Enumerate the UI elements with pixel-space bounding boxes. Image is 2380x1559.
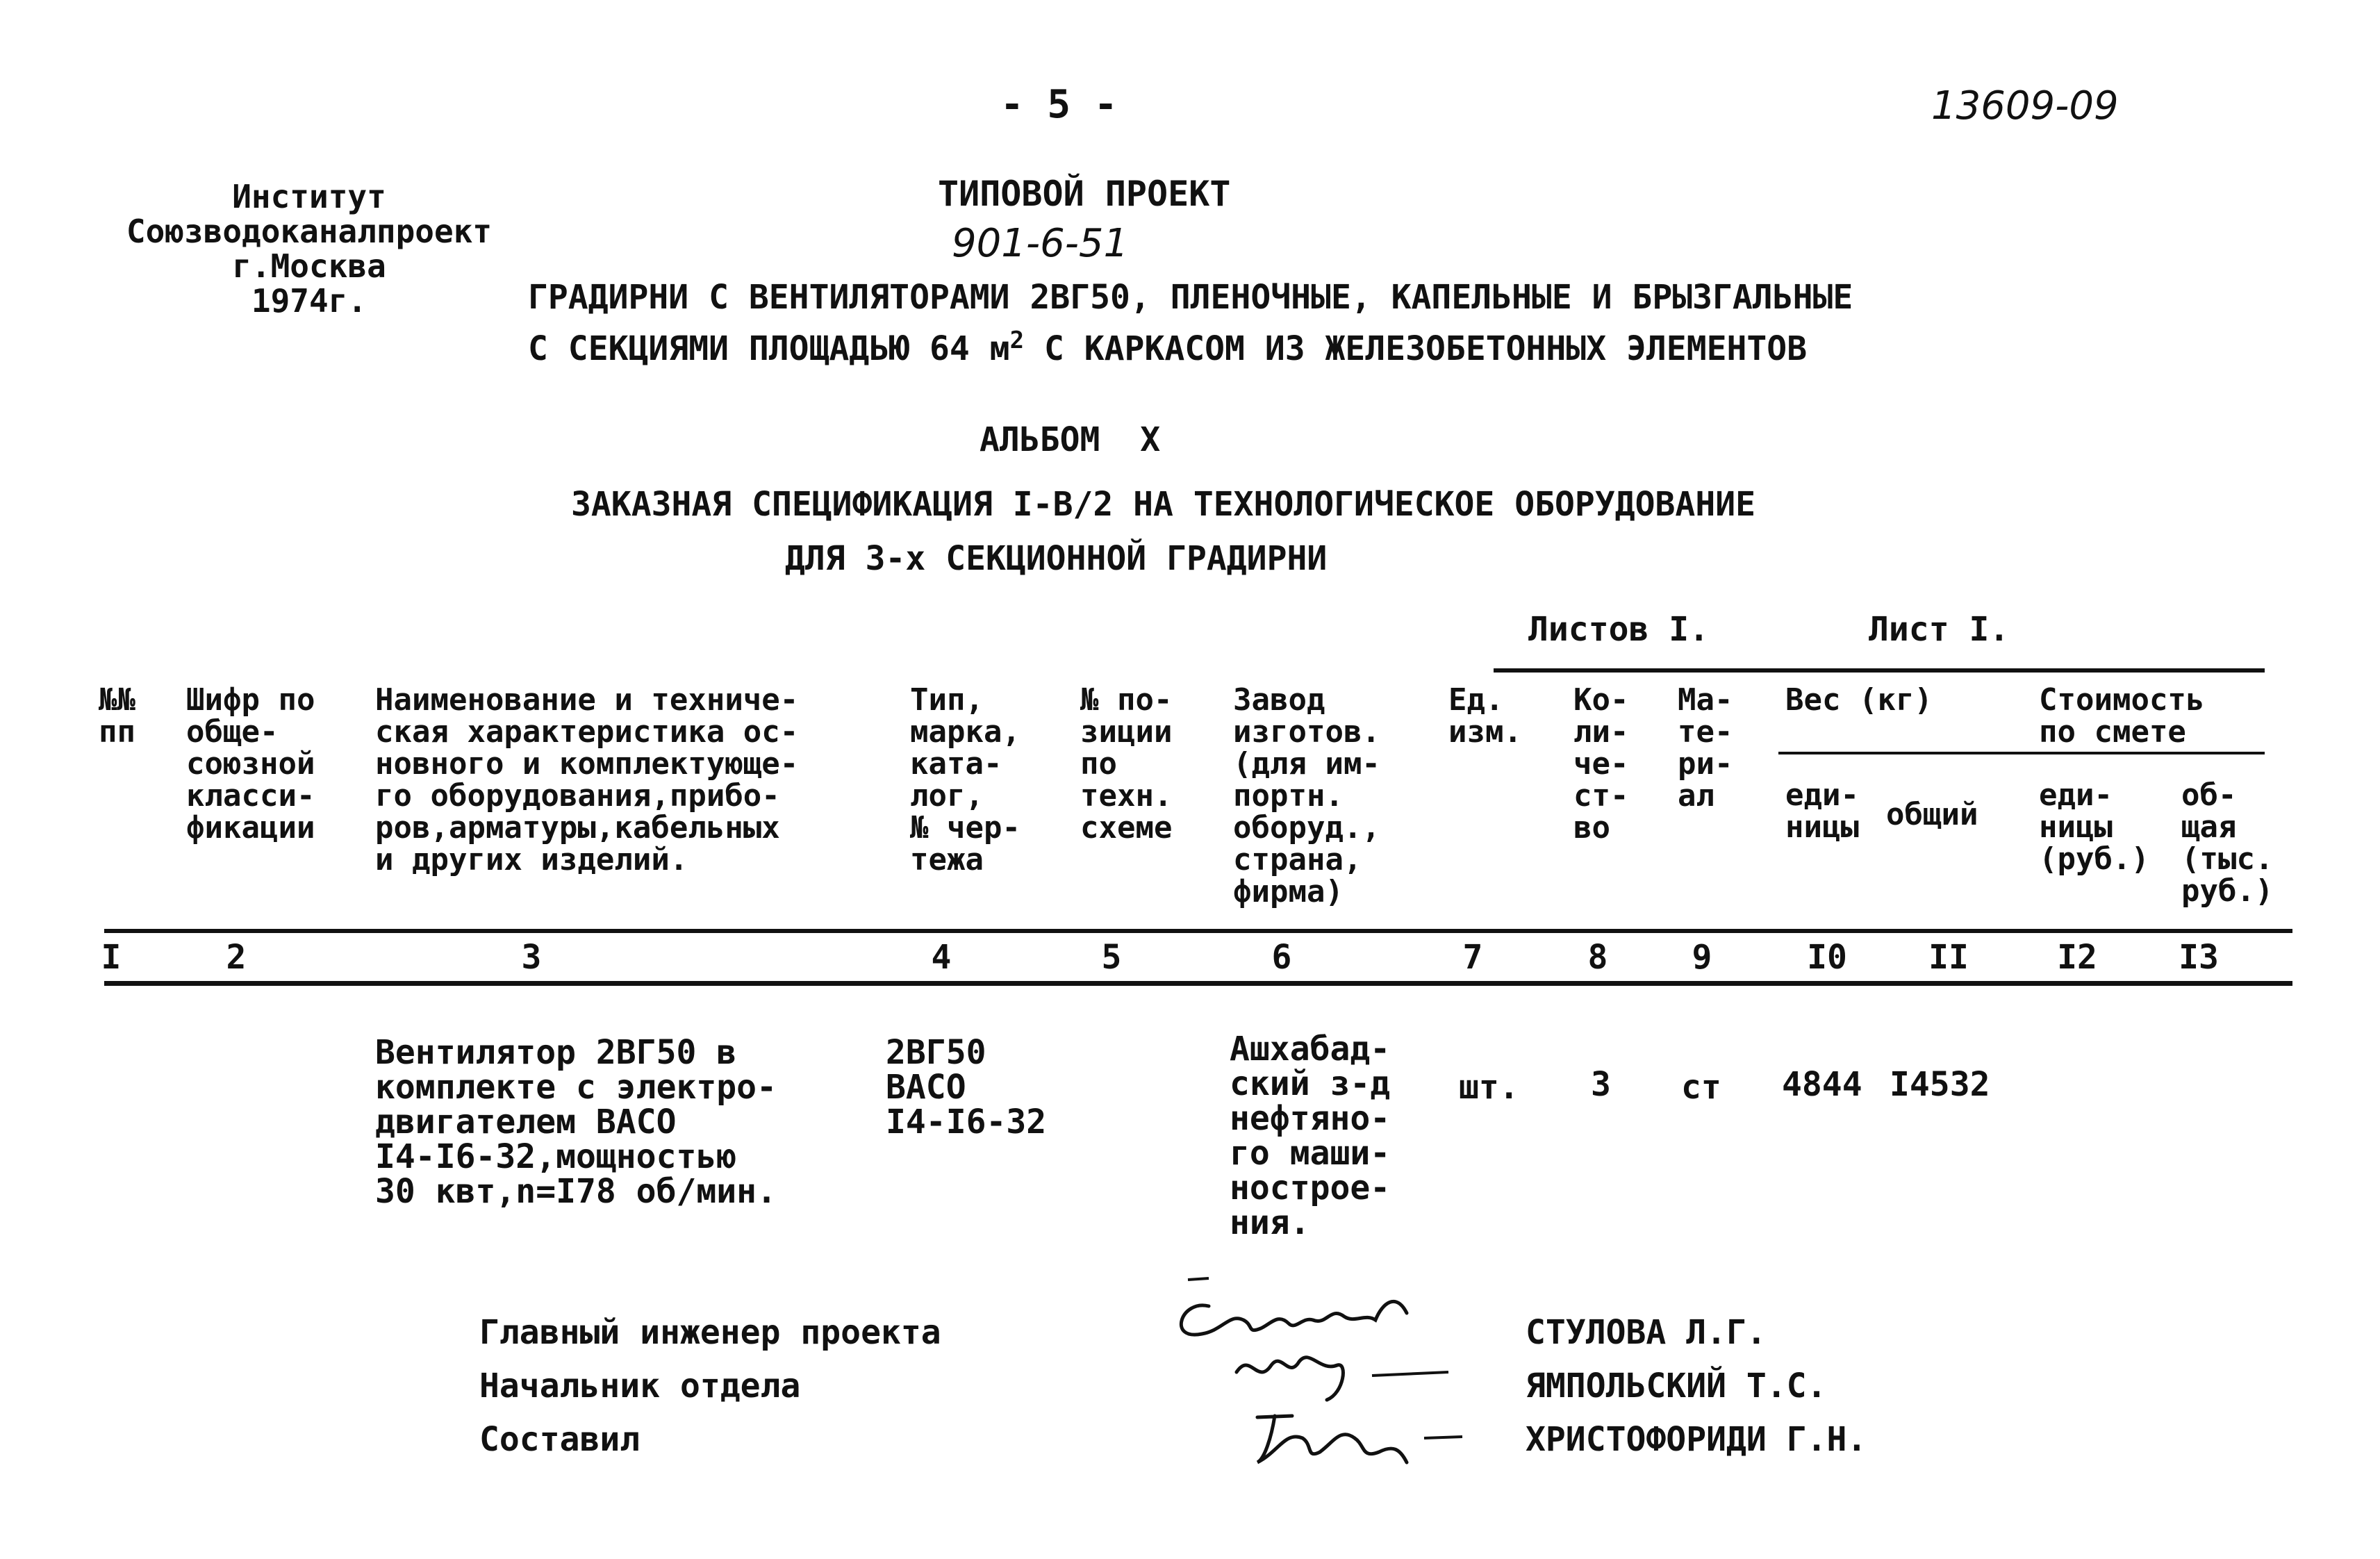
header-col-1: №№ пп <box>99 682 135 750</box>
header-col-13: об- щая (тыс. руб.) <box>2181 777 2274 909</box>
header-col-5: № по- зиции по техн. схеме <box>1080 682 1173 846</box>
header-col-6: Завод изготов. (для им- портн. оборуд., страна, фирма) <box>1233 682 1380 909</box>
column-number: 4 <box>931 938 952 977</box>
project-label: ТИПОВОЙ ПРОЕКТ <box>938 174 1231 214</box>
header-bottom-rule <box>104 929 2292 933</box>
row-name: Вентилятор 2ВГ50 в комплекте с электро- двигателем ВАСО I4-I6-32,мощностью 30 квт,n=I78 об/мин. <box>375 1033 777 1211</box>
row-weight-unit: 4844 <box>1782 1065 1862 1104</box>
signature-role: Составил <box>479 1420 641 1459</box>
institute-city: г.Москва <box>232 247 386 285</box>
sheet-current: Лист I. <box>1869 610 2010 649</box>
institute-block <box>104 179 514 318</box>
column-number: 8 <box>1587 938 1608 977</box>
header-col-11: общий <box>1886 797 1978 832</box>
signature-name: СТУЛОВА Л.Г. <box>1526 1313 1767 1352</box>
column-numbers-rule <box>104 981 2292 986</box>
project-number: 901-6-51 <box>952 221 1129 266</box>
header-col-10: еди- ницы <box>1785 777 1859 845</box>
header-weight-group: Вес (кг) <box>1785 682 1933 718</box>
row-weight-total: I4532 <box>1890 1065 1990 1104</box>
spec-title-line-1: ЗАКАЗНАЯ СПЕЦИФИКАЦИЯ I-В/2 НА ТЕХНОЛОГИЧЕСКОЕ ОБОРУДОВАНИЕ <box>571 485 1756 524</box>
document-code: 13609-09 <box>1931 83 2119 129</box>
signature-name: ХРИСТОФОРИДИ Г.Н. <box>1526 1420 1867 1459</box>
column-number: II <box>1928 938 1969 977</box>
handwritten-signature-chief-engineer <box>1160 1264 1424 1355</box>
header-col-12: еди- ницы (руб.) <box>2039 777 2149 877</box>
column-number: I2 <box>2057 938 2097 977</box>
column-number: 7 <box>1462 938 1483 977</box>
column-number: I3 <box>2179 938 2219 977</box>
column-number: I0 <box>1807 938 1847 977</box>
signature-role: Начальник отдела <box>479 1367 801 1405</box>
column-number: 5 <box>1101 938 1122 977</box>
row-quantity: 3 <box>1591 1065 1611 1104</box>
header-col-9: Ма- те- ри- ал <box>1678 682 1733 814</box>
title-line-2-part-a: С СЕКЦИЯМИ ПЛОЩАДЬЮ 64 м <box>528 329 1010 368</box>
row-material: ст <box>1681 1068 1721 1107</box>
header-col-4: Тип, марка, ката- лог, № чер- тежа <box>910 682 1020 877</box>
institute-name: Союзводоканалпроект <box>126 213 493 250</box>
table-top-rule <box>1494 668 2265 673</box>
column-number: 3 <box>521 938 542 977</box>
header-col-3: Наименование и техниче- ская характеристика ос- новного и комплектующе- го оборудования,прибо- ров,арматуры,кабельных и других изделий. <box>375 682 799 877</box>
title-superscript: 2 <box>1009 327 1025 354</box>
signature-name: ЯМПОЛЬСКИЙ Т.С. <box>1526 1367 1827 1405</box>
row-factory: Ашхабад- ский з-д нефтяно- го маши- ностроe- ния. <box>1230 1030 1391 1242</box>
row-type: 2ВГ50 ВАСО I4-I6-32 <box>886 1033 1047 1141</box>
signature-role: Главный инженер проекта <box>479 1313 941 1352</box>
column-number: 6 <box>1271 938 1292 977</box>
header-cost-group: Стоимость по смете <box>2039 682 2205 750</box>
handwritten-signature-compiler <box>1237 1396 1487 1473</box>
institute-year: 1974г. <box>251 282 367 320</box>
header-col-8: Ко- ли- че- ст- во <box>1573 682 1629 846</box>
title-line-2 <box>528 327 1807 368</box>
column-number: 9 <box>1692 938 1712 977</box>
sheets-total: Листов I. <box>1528 610 1710 649</box>
header-col-2: Шифр по обще- союзной класси- фикации <box>186 682 315 846</box>
column-number: 2 <box>226 938 247 977</box>
title-line-1: ГРАДИРНИ С ВЕНТИЛЯТОРАМИ 2ВГ50, ПЛЕНОЧНЫЕ, КАПЕЛЬНЫЕ И БРЫЗГАЛЬНЫЕ <box>528 278 1853 317</box>
title-line-2-part-b: С КАРКАСОМ ИЗ ЖЕЛЕЗОБЕТОННЫХ ЭЛЕМЕНТОВ <box>1024 329 1808 368</box>
page-number: - 5 - <box>1000 82 1118 127</box>
header-col-7: Ед. изм. <box>1448 682 1522 750</box>
spec-title-line-2: ДЛЯ 3-х СЕКЦИОННОЙ ГРАДИРНИ <box>785 539 1328 578</box>
institute-label: Институт <box>232 178 386 215</box>
column-number: I <box>101 938 122 977</box>
row-unit: шт. <box>1459 1068 1519 1107</box>
album-title: АЛЬБОМ X <box>980 420 1161 459</box>
weight-cost-subrule <box>1778 752 2265 754</box>
